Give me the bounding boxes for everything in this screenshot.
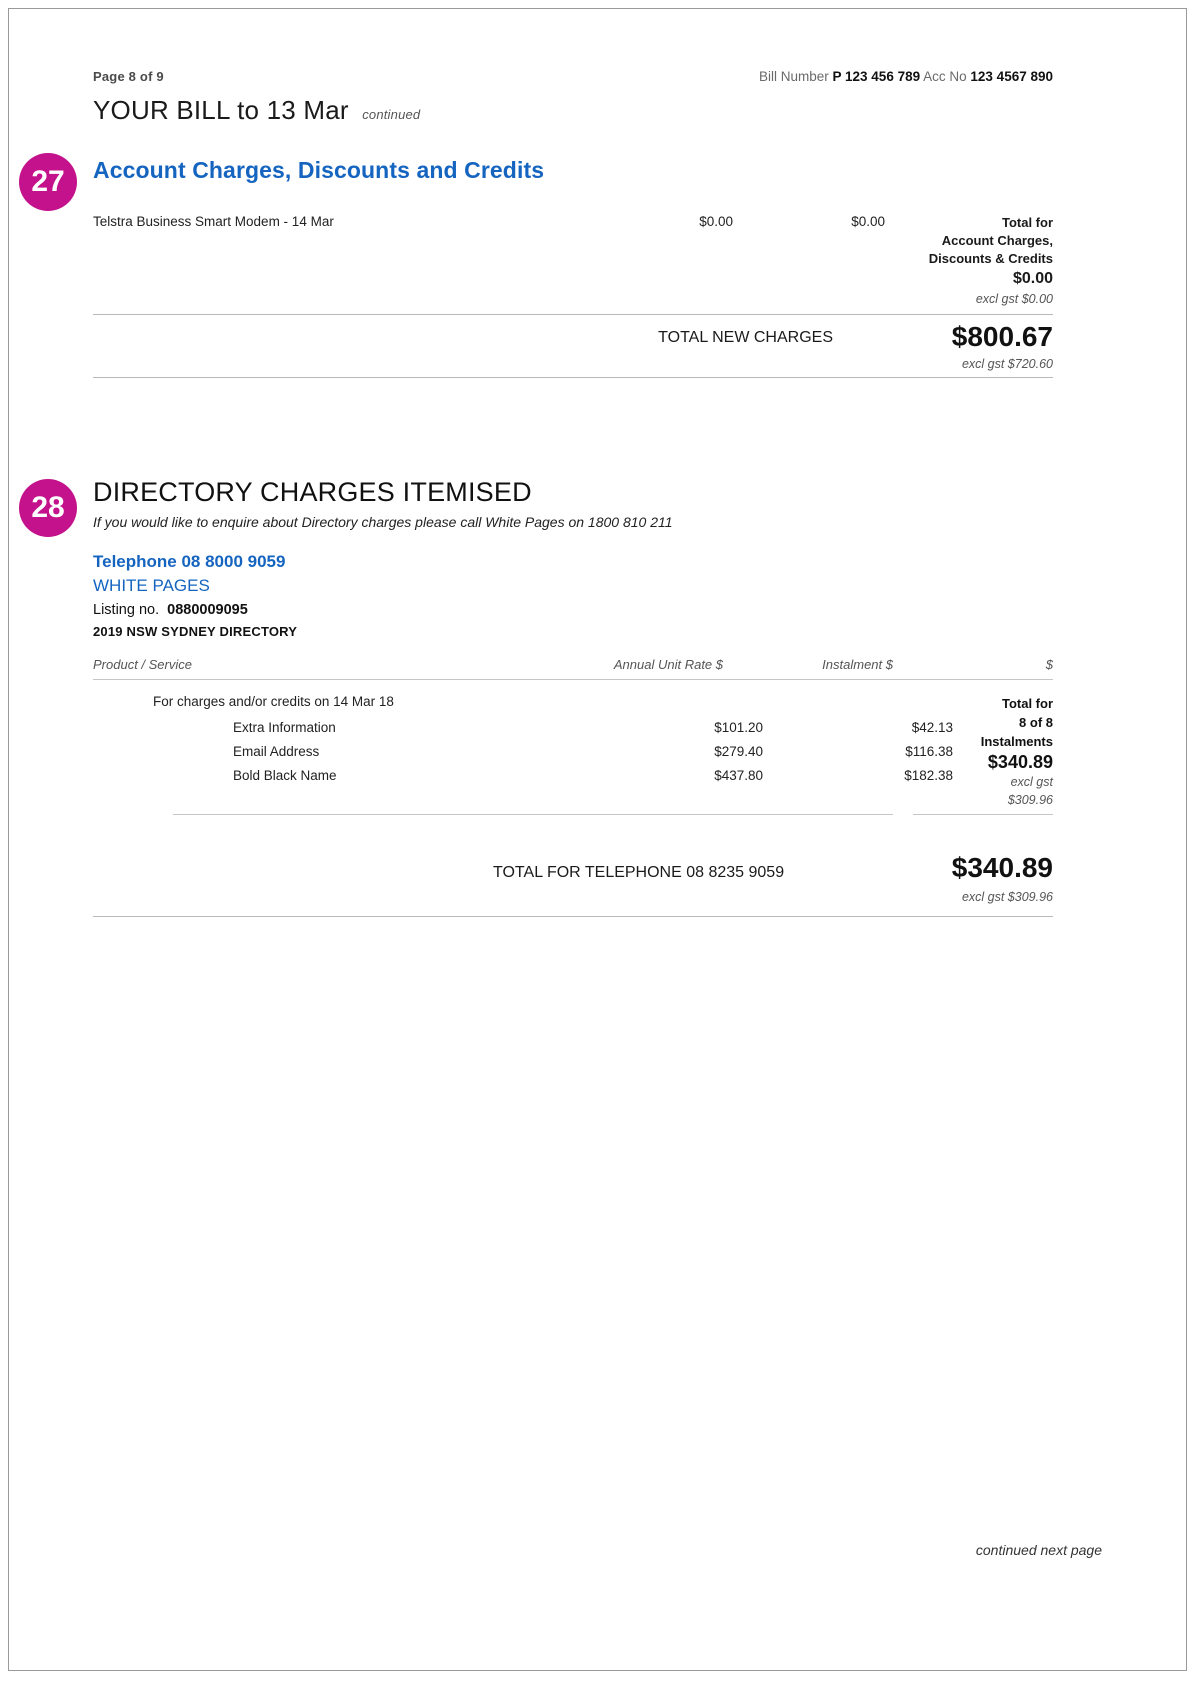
directory-heading: WHITE PAGES (93, 576, 210, 595)
item-unit-rate: $279.40 (714, 744, 763, 759)
item-instalment: $182.38 (904, 768, 953, 783)
total-for-telephone-amount: $340.89 (951, 852, 1053, 883)
listing-number-value: 0880009095 (167, 602, 248, 618)
bill-number-value: P 123 456 789 (832, 69, 921, 84)
section-28-title: DIRECTORY CHARGES ITEMISED (93, 477, 532, 507)
page-title (93, 95, 420, 126)
item-instalment: $42.13 (911, 720, 953, 735)
bill-identifiers (759, 69, 1053, 84)
total-amount: $0.00 (1012, 270, 1053, 287)
instalments-total-excl-gst-label: excl gst (1010, 775, 1053, 789)
page-content (31, 9, 1053, 1670)
item-unit-rate: $437.80 (714, 768, 763, 783)
charge-amount-2: $0.00 (851, 214, 885, 229)
total-for-telephone-row (93, 848, 1053, 916)
item-unit-rate: $101.20 (714, 720, 763, 735)
directory-items-table (93, 694, 1053, 814)
page-number: Page 8 of 9 (93, 69, 164, 84)
total-line-3: Discounts & Credits (928, 251, 1053, 266)
acc-no-value: 123 4567 890 (970, 69, 1053, 84)
total-excl-gst: excl gst $0.00 (975, 292, 1053, 306)
divider-items-left (173, 814, 893, 815)
section-account-charges (31, 157, 1053, 378)
section-directory-charges (31, 477, 1053, 917)
section-28-badge: 28 (19, 479, 77, 537)
charge-amount-1: $0.00 (699, 214, 733, 229)
page-title-period: to 13 Mar (237, 95, 349, 125)
total-for-telephone-excl-gst: excl gst $309.96 (961, 890, 1053, 904)
listing-number-label: Listing no. (93, 602, 160, 618)
section-27-title: Account Charges, Discounts and Credits (93, 157, 545, 183)
directory-name: 2019 NSW SYDNEY DIRECTORY (93, 624, 298, 639)
total-line-1: Total for (1001, 215, 1053, 230)
item-name: Bold Black Name (233, 768, 337, 783)
account-charges-total (843, 214, 1053, 308)
total-line-2: Account Charges, (941, 233, 1053, 248)
account-charges-row (93, 214, 1053, 314)
instalments-total (853, 694, 1053, 808)
total-for-telephone-label: TOTAL FOR TELEPHONE 08 8235 9059 (493, 864, 785, 881)
charges-period-heading: For charges and/or credits on 14 Mar 18 (153, 694, 394, 709)
item-name: Email Address (233, 744, 320, 759)
bill-page (8, 8, 1187, 1671)
listing-number-row (93, 602, 1053, 618)
instalments-total-excl-gst-value: $309.96 (1007, 793, 1053, 807)
item-name: Extra Information (233, 720, 336, 735)
instalments-total-line-1: Total for (1001, 696, 1053, 711)
total-new-charges-row (93, 315, 1053, 377)
telephone-heading: Telephone 08 8000 9059 (93, 552, 286, 571)
total-new-charges-label: TOTAL NEW CHARGES (658, 329, 833, 346)
page-title-continued: continued (362, 107, 421, 122)
continued-next-page: continued next page (975, 1542, 1102, 1558)
column-annual-unit-rate: Annual Unit Rate $ (613, 657, 723, 672)
total-new-charges-excl-gst: excl gst $720.60 (961, 357, 1053, 371)
instalments-total-amount: $340.89 (987, 752, 1053, 772)
total-new-charges-amount: $800.67 (951, 321, 1053, 352)
charge-description: Telstra Business Smart Modem - 14 Mar (93, 214, 334, 229)
page-title-lead: YOUR BILL (93, 95, 230, 125)
section-27-badge: 27 (19, 153, 77, 211)
divider-below-total-for-telephone (93, 916, 1053, 917)
column-product-service: Product / Service (93, 657, 192, 672)
section-28-subtitle: If you would like to enquire about Directory charges please call White Pages on 1800 810 211 (93, 514, 673, 530)
table-column-headers (93, 657, 1053, 677)
divider-items-right (913, 814, 1053, 815)
instalments-total-line-3: Instalments (980, 734, 1053, 749)
acc-no-label: Acc No (923, 69, 967, 84)
divider-below-column-headers (93, 679, 1053, 680)
bill-number-label: Bill Number (758, 69, 829, 84)
column-instalment: Instalment $ (822, 657, 893, 672)
instalments-total-line-2: 8 of 8 (1019, 715, 1053, 730)
column-amount: $ (1045, 657, 1053, 672)
item-instalment: $116.38 (905, 744, 953, 759)
divider-below-total-new-charges (93, 377, 1053, 378)
page-header (93, 69, 1053, 84)
